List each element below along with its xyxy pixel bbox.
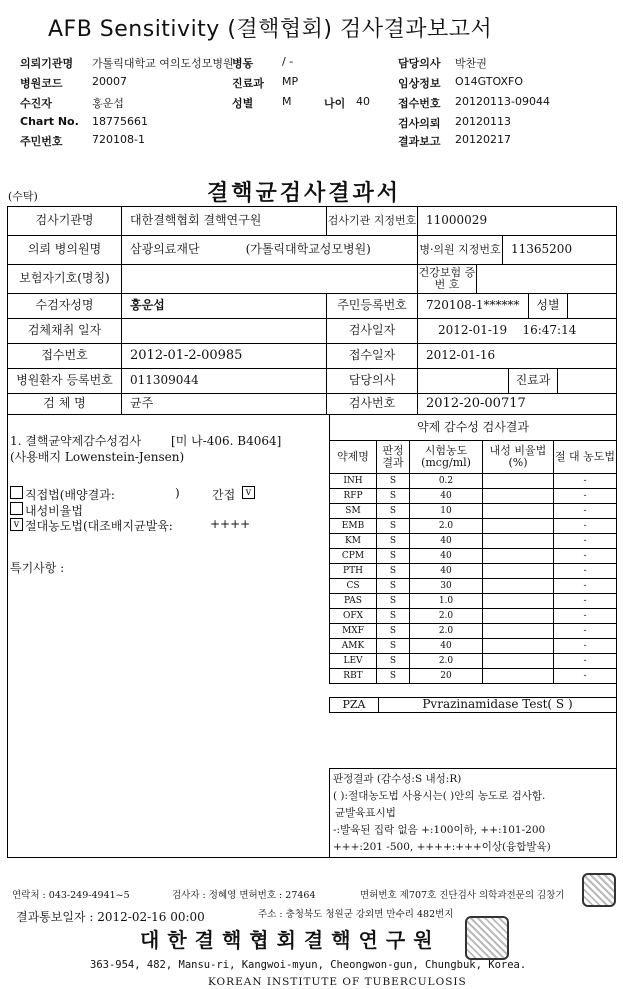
field-value: 20007	[92, 75, 127, 88]
table-cell: 2.0	[410, 654, 483, 669]
collect-date	[121, 318, 327, 344]
hosp-no-label: 병·의원 지정번호	[417, 235, 503, 265]
indirect-method-checkbox[interactable]: v	[242, 486, 255, 499]
hospital-sub: (가톨릭대학교성모병원)	[245, 242, 371, 257]
registry-label: 병원환자 등록번호	[7, 368, 122, 394]
contact: 연락처 : 043-249-4941~5	[12, 890, 130, 901]
col-header: 내성 비율법(%)	[483, 441, 554, 474]
table-cell: -	[554, 519, 617, 534]
field-label: 나이	[324, 97, 346, 110]
legend-line: 균발육표시법	[335, 807, 396, 819]
resistance-ratio-label: 내성비율법	[25, 504, 83, 518]
form-title: 결핵균검사결과서	[207, 181, 402, 206]
test-no-label: 검사번호	[326, 393, 418, 415]
lab-name: 대한결핵협회 결핵연구원	[121, 206, 327, 236]
receipt-date-label: 접수일자	[326, 343, 418, 369]
table-cell: S	[377, 474, 410, 489]
table-cell: S	[377, 669, 410, 684]
table-cell: S	[377, 639, 410, 654]
table-cell: 10	[410, 504, 483, 519]
table-cell: SM	[330, 504, 377, 519]
field-value: 20120217	[455, 133, 511, 146]
field-label: 진료과	[232, 77, 264, 90]
table-cell: LEV	[330, 654, 377, 669]
dept-value	[557, 368, 617, 394]
field-label: 결과보고	[398, 135, 441, 148]
report-date: 결과통보일자 : 2012-02-16 00:00	[16, 910, 205, 924]
test-line-1: 1. 결핵균약제감수성검사 [미 나-406. B4064]	[10, 434, 282, 448]
insurance-label: 보험자기호(명칭)	[7, 264, 122, 294]
lab-no: 11000029	[417, 206, 617, 236]
field-value: 박찬권	[455, 57, 487, 70]
field-label: 담당의사	[398, 57, 441, 70]
table-row	[330, 564, 617, 579]
table-cell: S	[377, 624, 410, 639]
field-value: O14GTOXFO	[455, 75, 523, 88]
director: 면허번호 제707호 진단검사 의학과전문의 김창기	[360, 890, 565, 901]
specimen: 균주	[121, 393, 327, 415]
field-value: 20120113-09044	[455, 95, 550, 108]
address-en: 363-954, 482, Mansu-ri, Kangwoi-myun, Cheongwon-gun, Chungbuk, Korea.	[90, 959, 527, 971]
report-title: AFB Sensitivity (결핵협회) 검사결과보고서	[48, 17, 493, 42]
table-cell	[483, 654, 554, 669]
hospital-cell	[121, 235, 418, 265]
table-cell: -	[554, 474, 617, 489]
insurance-no-label: 건강보험 증 번 호	[417, 264, 477, 294]
field-value: MP	[282, 75, 299, 88]
field-value: / -	[282, 55, 294, 68]
field-value: 홍운섭	[92, 97, 124, 110]
table-cell	[483, 549, 554, 564]
legend-line: 판정결과 (감수성:S 내성:R)	[333, 773, 462, 785]
test-date-label: 검사일자	[326, 318, 418, 344]
table-cell	[483, 609, 554, 624]
absolute-conc-checkbox[interactable]: v	[10, 518, 23, 531]
table-cell	[483, 594, 554, 609]
table-cell: AMK	[330, 639, 377, 654]
field-value: 18775661	[92, 115, 148, 128]
collect-date-label: 검체채취 일자	[7, 318, 122, 344]
col-header: 절 대 농도법	[554, 441, 617, 474]
table-cell: S	[377, 549, 410, 564]
form-code: (수탁)	[8, 190, 38, 203]
col-header: 판정 결과	[377, 441, 410, 474]
field-value: 가톨릭대학교 여의도성모병원	[92, 57, 234, 70]
table-cell: S	[377, 519, 410, 534]
field-label: 접수번호	[398, 97, 441, 110]
table-cell: -	[554, 639, 617, 654]
drug-table-body	[330, 474, 617, 684]
table-cell: 1.0	[410, 594, 483, 609]
table-cell: S	[377, 579, 410, 594]
hospital-name: 삼광의료재단	[130, 242, 200, 257]
lab-name-label: 검사기관명	[7, 206, 122, 236]
table-cell: -	[554, 594, 617, 609]
special-notes-label: 특기사항 :	[10, 561, 65, 575]
patient-label: 수검자성명	[7, 293, 122, 319]
table-row	[330, 489, 617, 504]
rrn: 720108-1******	[417, 293, 529, 319]
table-row	[330, 474, 617, 489]
field-label: 병동	[232, 57, 254, 70]
absolute-conc-label: 절대농도법(대조배지균발육:	[25, 519, 173, 533]
table-row	[330, 609, 617, 624]
rrn-label: 주민등록번호	[326, 293, 418, 319]
receipt-label: 접수번호	[7, 343, 122, 369]
indirect-method-label: 간접	[212, 488, 236, 502]
table-cell: 40	[410, 549, 483, 564]
drug-sensitivity-table	[329, 440, 617, 684]
direct-method-close: )	[175, 486, 180, 500]
insurance-value	[121, 264, 418, 294]
table-cell: CPM	[330, 549, 377, 564]
test-date: 2012-01-19 16:47:14	[417, 318, 617, 344]
pza-label: PZA	[329, 697, 379, 713]
table-cell	[483, 534, 554, 549]
table-cell: -	[554, 579, 617, 594]
field-label: Chart No.	[20, 115, 79, 128]
table-cell: INH	[330, 474, 377, 489]
table-cell: RFP	[330, 489, 377, 504]
table-cell	[483, 519, 554, 534]
field-value: M	[282, 95, 292, 108]
table-header-row	[330, 441, 617, 474]
test-line-2: (사용배지 Lowenstein-Jensen)	[10, 450, 185, 464]
table-cell	[483, 669, 554, 684]
table-cell: 40	[410, 639, 483, 654]
table-cell: S	[377, 654, 410, 669]
direct-method-checkbox[interactable]	[10, 486, 23, 499]
lab-no-label: 검사기관 지정번호	[326, 206, 418, 236]
table-row	[330, 549, 617, 564]
report-header	[0, 0, 623, 168]
table-row	[330, 504, 617, 519]
table-cell: -	[554, 609, 617, 624]
table-row	[330, 579, 617, 594]
table-cell	[483, 504, 554, 519]
table-cell: 20	[410, 669, 483, 684]
insurance-no	[476, 264, 617, 294]
table-cell: S	[377, 534, 410, 549]
test-no: 2012-20-00717	[417, 393, 617, 415]
table-cell: -	[554, 489, 617, 504]
table-cell: -	[554, 534, 617, 549]
table-cell: 0.2	[410, 474, 483, 489]
table-cell	[483, 624, 554, 639]
sex-label: 성별	[528, 293, 568, 319]
pza-value: Pvrazinamidase Test( S )	[378, 697, 617, 713]
table-row	[330, 534, 617, 549]
table-cell	[483, 639, 554, 654]
table-cell: 30	[410, 579, 483, 594]
table-cell: S	[377, 489, 410, 504]
registry-no: 011309044	[121, 368, 327, 394]
field-label: 수진자	[20, 97, 52, 110]
doctor-label: 담당의사	[326, 368, 418, 394]
table-row	[330, 624, 617, 639]
institute-seal-icon	[465, 916, 509, 960]
table-cell: -	[554, 564, 617, 579]
table-cell: 40	[410, 564, 483, 579]
table-cell: -	[554, 624, 617, 639]
legend-line: ( ):절대농도법 사용시는( )안의 농도로 검사함.	[333, 790, 546, 802]
hosp-no: 11365200	[502, 235, 617, 265]
direct-method-label: 직접법(배양결과:	[25, 488, 115, 502]
table-row	[330, 669, 617, 684]
table-cell: 2.0	[410, 624, 483, 639]
table-cell: -	[554, 504, 617, 519]
table-cell: S	[377, 564, 410, 579]
table-row	[330, 639, 617, 654]
table-cell	[483, 579, 554, 594]
institute-name-en: KOREAN INSTITUTE OF TUBERCULOSIS	[208, 976, 467, 988]
table-cell: OFX	[330, 609, 377, 624]
table-cell: S	[377, 504, 410, 519]
table-cell: EMB	[330, 519, 377, 534]
table-cell: S	[377, 609, 410, 624]
address-ko: 주소 : 충청북도 청원군 강외면 만수리 482번지	[258, 909, 454, 920]
specimen-label: 검 체 명	[7, 393, 122, 415]
col-header: 약제명	[330, 441, 377, 474]
sex-value	[567, 293, 617, 319]
table-cell	[483, 564, 554, 579]
table-cell: 40	[410, 534, 483, 549]
table-row	[330, 594, 617, 609]
field-label: 성별	[232, 97, 254, 110]
table-cell: 40	[410, 489, 483, 504]
field-label: 검사의뢰	[398, 117, 441, 130]
receipt-date: 2012-01-16	[417, 343, 617, 369]
table-cell: CS	[330, 579, 377, 594]
field-value: 20120113	[455, 115, 511, 128]
table-cell: 2.0	[410, 519, 483, 534]
field-label: 의뢰기관명	[20, 57, 74, 70]
scanned-result-form	[2, 168, 623, 989]
table-cell: KM	[330, 534, 377, 549]
table-cell: -	[554, 654, 617, 669]
institute-name: 대한결핵협회결핵연구원	[140, 928, 441, 952]
resistance-ratio-checkbox[interactable]	[10, 502, 23, 515]
absolute-conc-value: ++++	[210, 517, 251, 531]
table-cell: -	[554, 549, 617, 564]
table-cell: -	[554, 669, 617, 684]
field-value: 720108-1	[92, 133, 145, 146]
field-label: 임상정보	[398, 77, 441, 90]
field-label: 병원코드	[20, 77, 63, 90]
field-label: 주민번호	[20, 135, 63, 148]
table-cell	[483, 474, 554, 489]
field-value: 40	[356, 95, 370, 108]
legend-line: -:발육된 집락 없음 +:100이하, ++:101-200	[333, 824, 546, 836]
examiner: 검사자 : 정혜영 면허번호 : 27464	[172, 890, 316, 901]
dept-label: 진료과	[508, 368, 558, 394]
receipt-no: 2012-01-2-00985	[121, 343, 327, 369]
drug-table-title: 약제 감수성 검사결과	[329, 414, 617, 441]
table-cell: PTH	[330, 564, 377, 579]
table-cell	[483, 489, 554, 504]
patient-name: 홍운섭	[121, 293, 327, 319]
doctor-seal-icon	[582, 873, 616, 907]
table-row	[330, 519, 617, 534]
table-row	[330, 654, 617, 669]
table-cell: PAS	[330, 594, 377, 609]
table-cell: 2.0	[410, 609, 483, 624]
legend-line: +++:201 -500, ++++:+++이상(융합발육)	[333, 841, 551, 853]
col-header: 시험농도 (mcg/ml)	[410, 441, 483, 474]
table-cell: MXF	[330, 624, 377, 639]
doctor-value	[417, 368, 509, 394]
table-cell: RBT	[330, 669, 377, 684]
hospital-label: 의뢰 병의원명	[7, 235, 122, 265]
table-cell: S	[377, 594, 410, 609]
